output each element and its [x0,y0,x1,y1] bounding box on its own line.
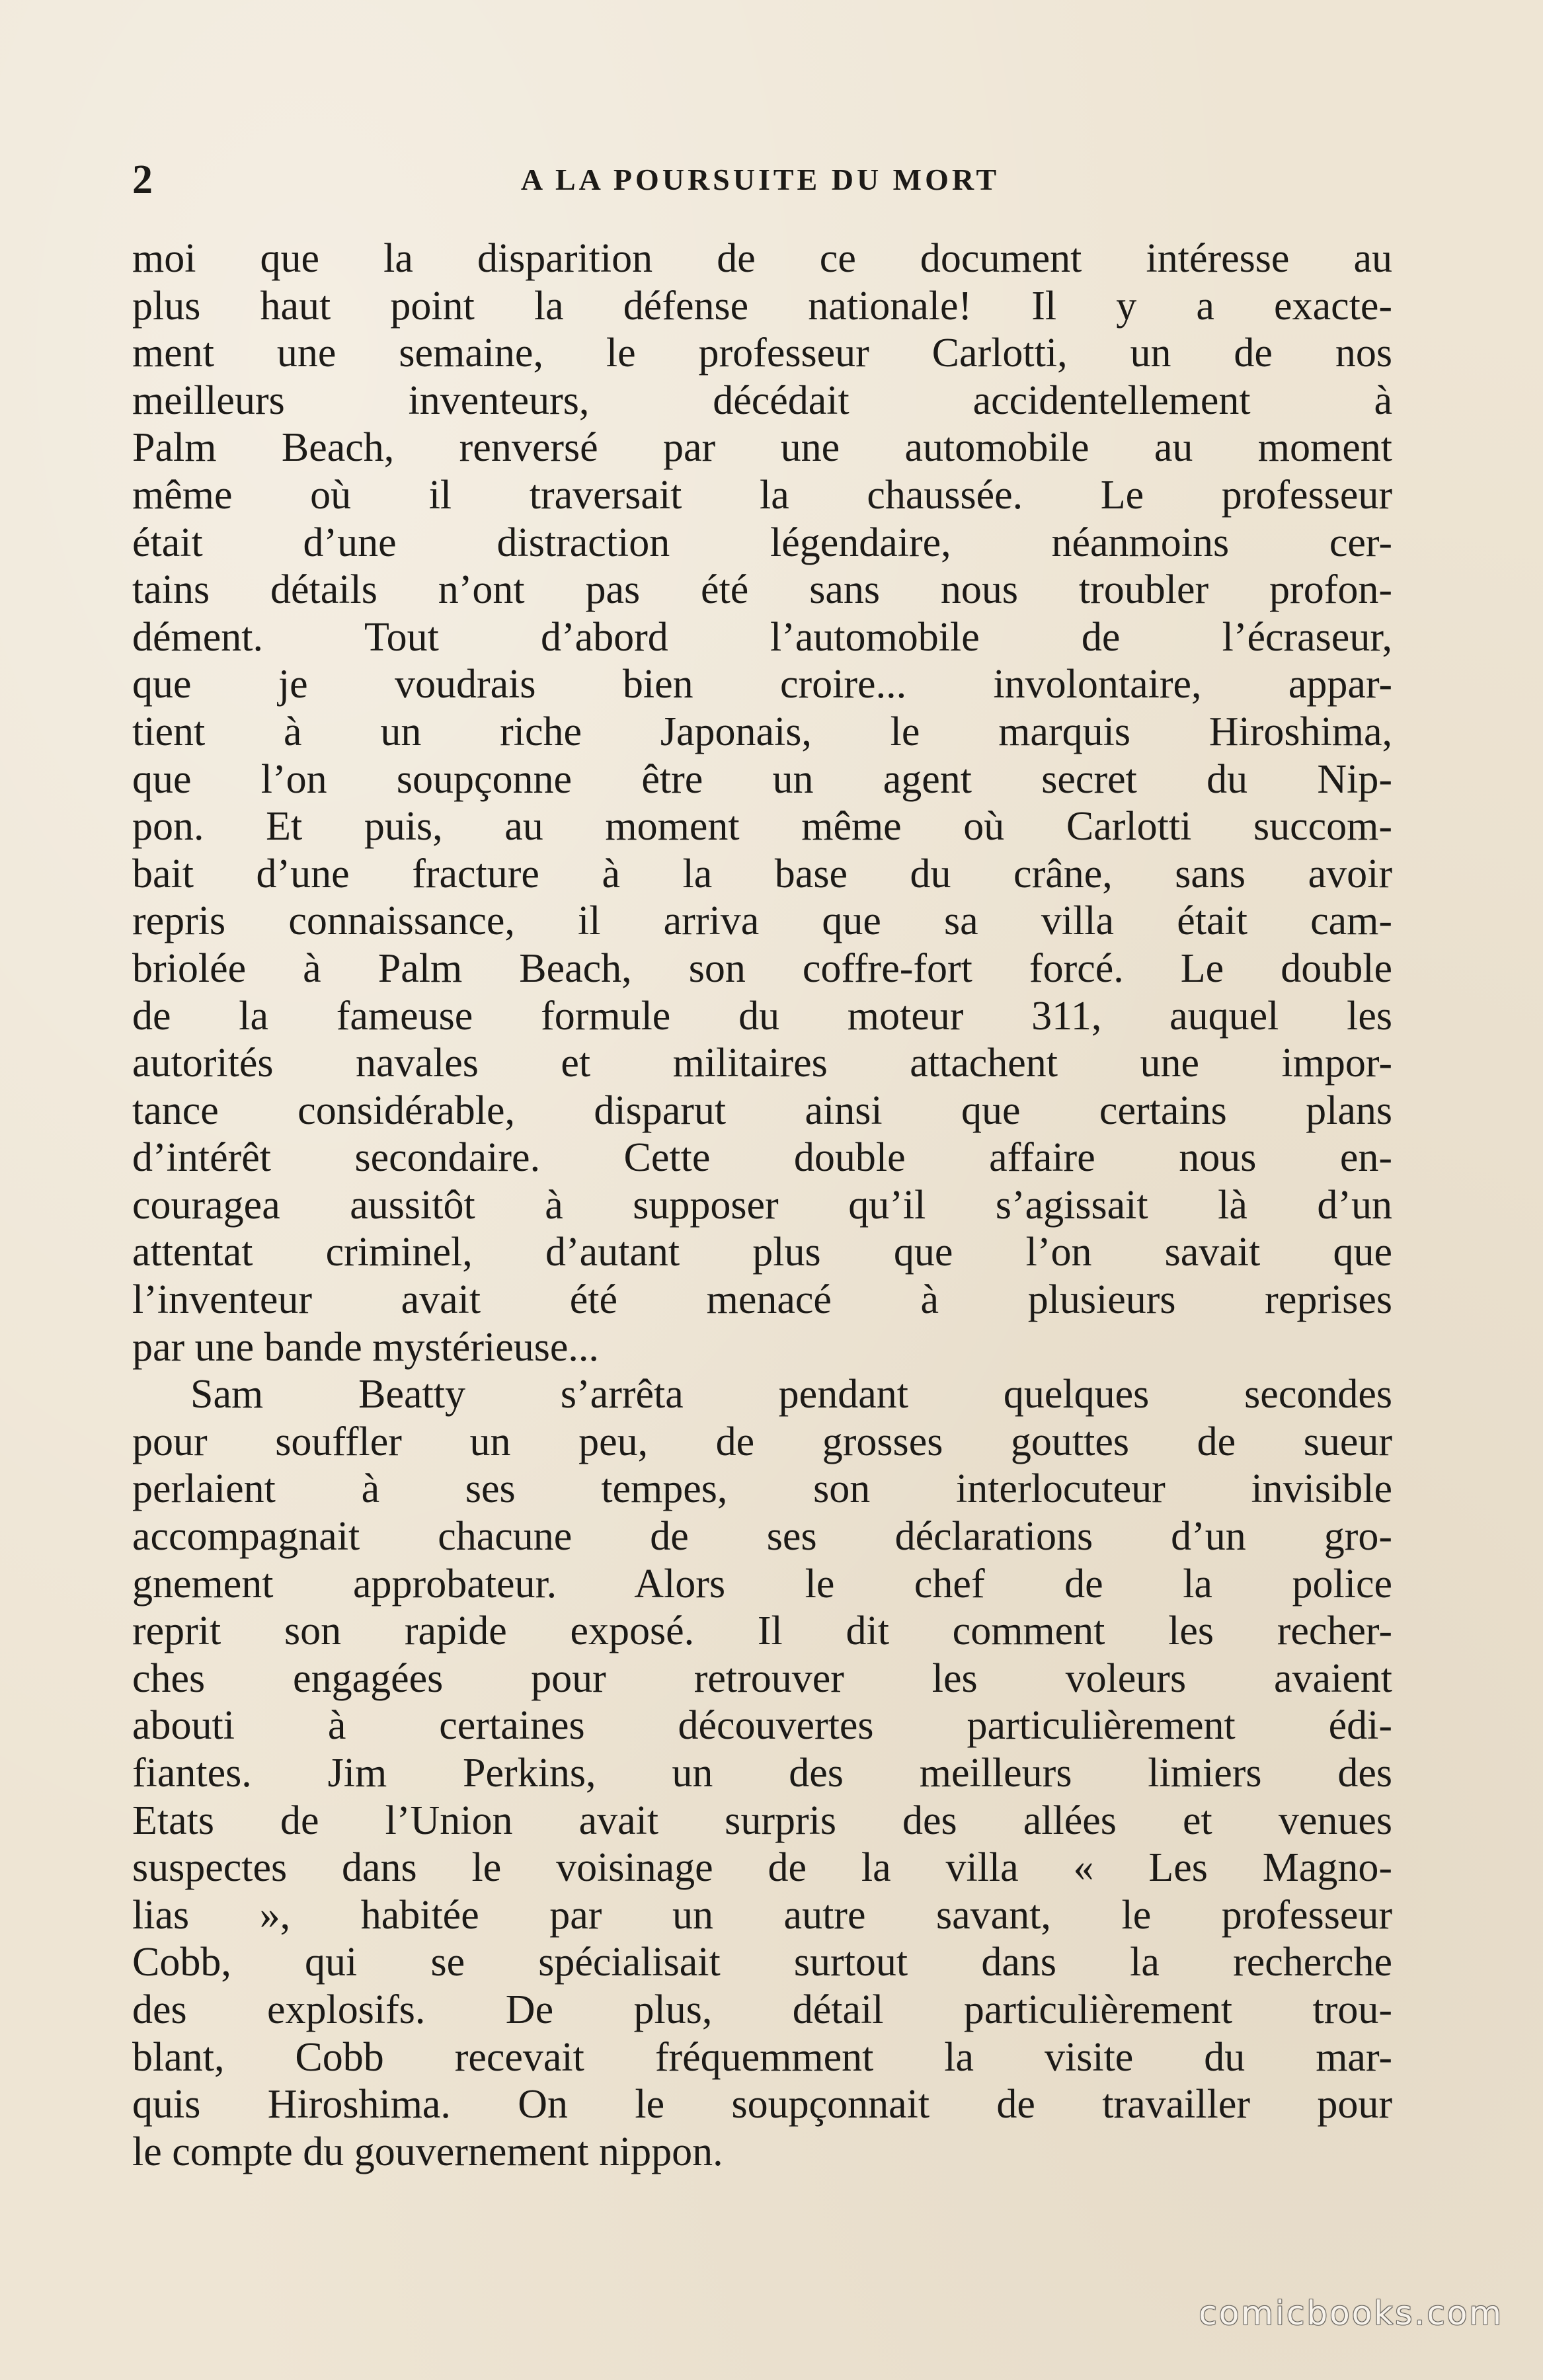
text-line: fiantes. Jim Perkins, un des meilleurs limiers des [132,1751,1392,1796]
text-line: pon. Et puis, au moment même où Carlotti succom- [132,804,1392,850]
text-line: autorités navales et militaires attachent une impor- [132,1041,1392,1086]
text-line: Etats de l’Union avait surpris des allées et venues [132,1798,1392,1843]
text-line: que l’on soupçonne être un agent secret du Nip- [132,756,1392,802]
text-line: tient à un riche Japonais, le marquis Hiroshima, [132,709,1392,754]
text-line: tance considérable, disparut ainsi que certains plans [132,1088,1392,1133]
text-line: par une bande mystérieuse... [132,1324,599,1370]
text-line: lias », habitée par un autre savant, le professeur [132,1892,1392,1938]
text-line: reprit son rapide exposé. Il dit comment les recher- [132,1608,1392,1654]
text-line: repris connaissance, il arriva que sa villa était cam- [132,898,1392,944]
text-line: gnement approbateur. Alors le chef de la police [132,1561,1392,1606]
text-line: blant, Cobb recevait fréquemment la visite du mar- [132,2034,1392,2080]
running-title: A LA POURSUITE DU MORT [520,163,1000,196]
text-line: plus haut point la défense nationale! Il y a exacte- [132,283,1392,329]
text-line: perlaient à ses tempes, son interlocuteur invisible [132,1466,1392,1512]
page-number: 2 [132,157,153,202]
text-line: moi que la disparition de ce document intéresse au [132,236,1392,281]
watermark: comicbooks.com [1199,2294,1503,2332]
text-line: même où il traversait la chaussée. Le professeur [132,472,1392,518]
text-line: que je voudrais bien croire... involontaire, appar- [132,662,1392,707]
body-text [132,235,1392,2176]
text-line: le compte du gouvernement nippon. [132,2129,723,2174]
text-line: Sam Beatty s’arrêta pendant quelques secondes [190,1372,1392,1417]
text-line: briolée à Palm Beach, son coffre-fort forcé. Le double [132,945,1392,991]
text-line: pour souffler un peu, de grosses gouttes de sueur [132,1419,1392,1464]
text-line: accompagnait chacune de ses déclarations d’un gro- [132,1514,1392,1560]
text-line: dément. Tout d’abord l’automobile de l’écraseur, [132,614,1392,660]
text-line: de la fameuse formule du moteur 311, auquel les [132,993,1392,1039]
text-line: bait d’une fracture à la base du crâne, sans avoir [132,851,1392,896]
text-line: ment une semaine, le professeur Carlotti, un de nos [132,331,1392,376]
text-line: tains détails n’ont pas été sans nous troubler profon- [132,567,1392,613]
text-line: attentat criminel, d’autant plus que l’on savait que [132,1230,1392,1275]
text-line: Palm Beach, renversé par une automobile au moment [132,425,1392,471]
text-line: quis Hiroshima. On le soupçonnait de travailler pour [132,2082,1392,2127]
text-line: suspectes dans le voisinage de la villa « Les Magno- [132,1845,1392,1891]
text-line: ches engagées pour retrouver les voleurs avaient [132,1655,1392,1701]
text-line: meilleurs inventeurs, décédait accidentellement à [132,377,1392,423]
text-line: abouti à certaines découvertes particulièrement édi- [132,1703,1392,1749]
text-line: était d’une distraction légendaire, néanmoins cer- [132,520,1392,565]
text-line: l’inventeur avait été menacé à plusieurs reprises [132,1277,1392,1323]
text-line: d’intérêt secondaire. Cette double affaire nous en- [132,1135,1392,1181]
page-header [132,153,1388,206]
text-line: des explosifs. De plus, détail particulièrement trou- [132,1987,1392,2032]
text-line: Cobb, qui se spécialisait surtout dans la recherche [132,1940,1392,1985]
text-line: couragea aussitôt à supposer qu’il s’agissait là d’un [132,1182,1392,1228]
